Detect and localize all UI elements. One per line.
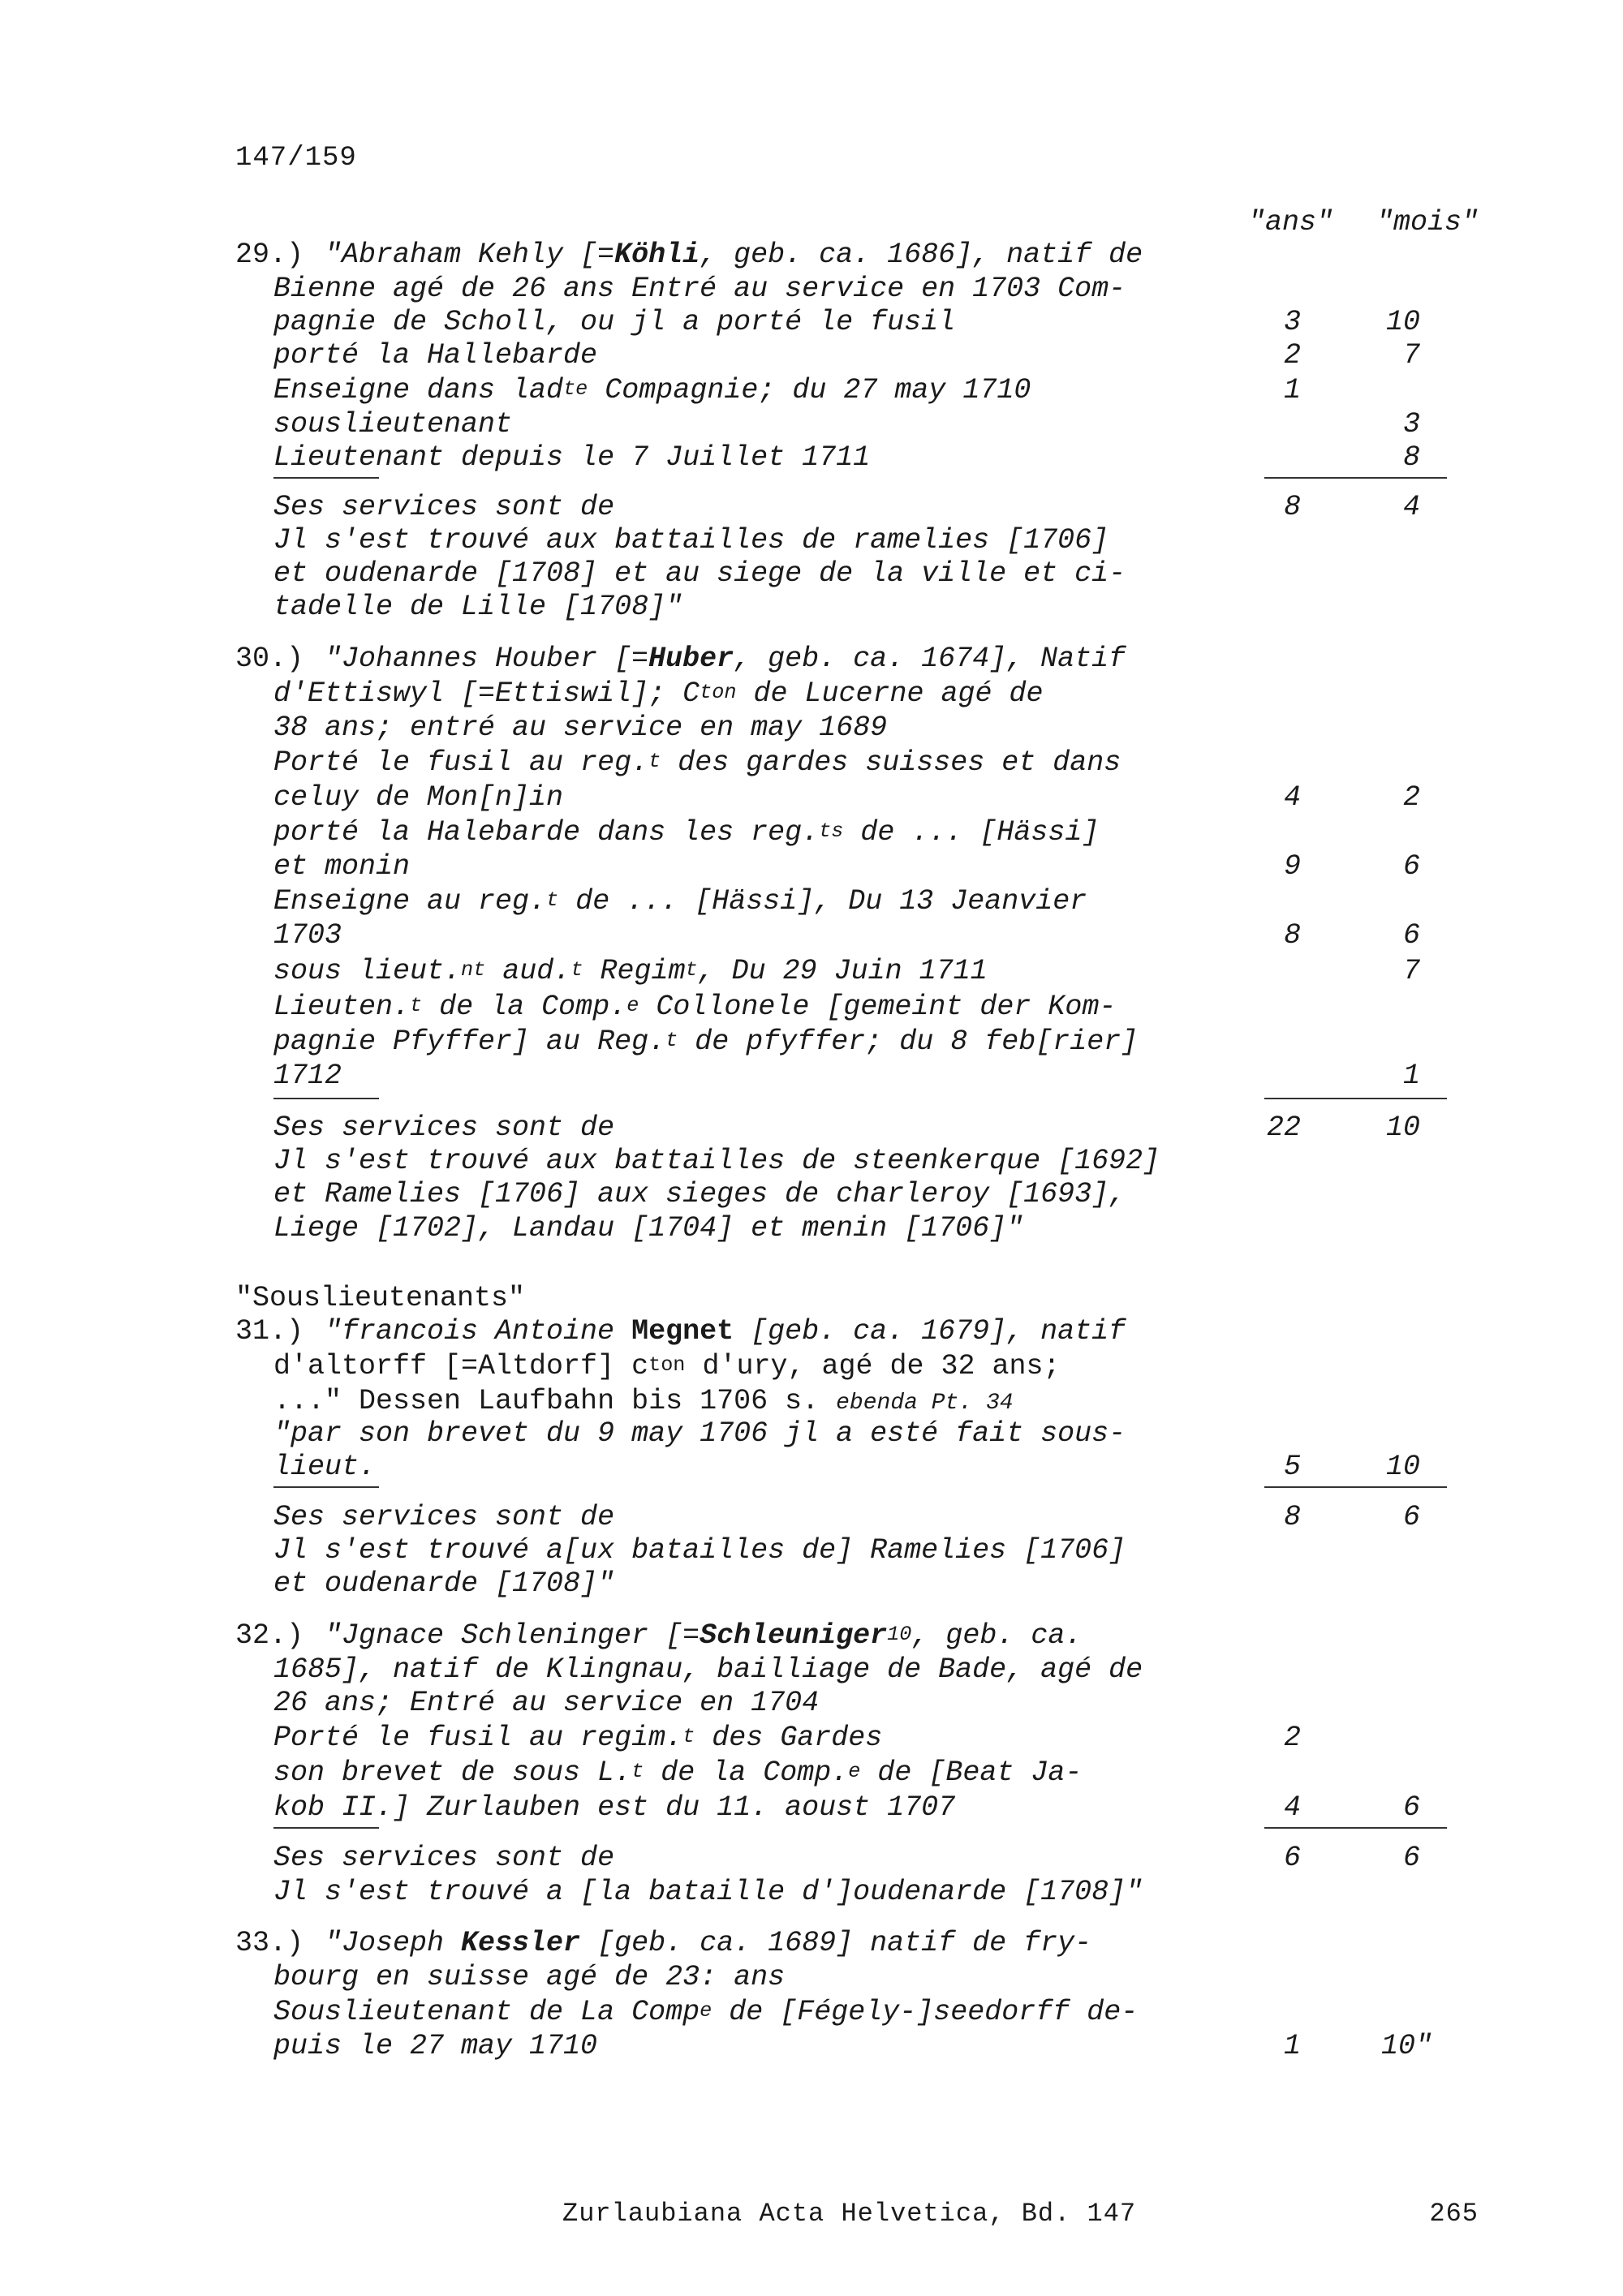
entry-line: Lieuten.$^t$ de la Comp.$^e$ Collonele [gemeint der Kom-: [273, 991, 1117, 1023]
entry-number: 29.): [235, 239, 304, 271]
value-ans: 4: [1283, 1791, 1301, 1824]
value-mois: 10": [1380, 2030, 1432, 2062]
divider-sum: [1264, 477, 1447, 479]
entry-line: Lieutenant depuis le 7 Juillet 1711 8: [273, 441, 1420, 474]
entry-line: 33.) "Joseph Kessler [geb. ca. 1689] natif de fry-: [235, 1927, 1092, 1959]
value-mois: 2: [1402, 781, 1420, 814]
value-ans: 2: [1283, 339, 1301, 372]
entry-line: Jl s'est trouvé a [la bataille d']oudenarde [1708]": [273, 1876, 1143, 1908]
entry-line: 31.) "francois Antoine Megnet [geb. ca. 1679], natif: [235, 1315, 1126, 1348]
total-mois: 6: [1402, 1501, 1420, 1533]
col-header-ans: "ans": [1247, 206, 1333, 239]
total-mois: 4: [1402, 491, 1420, 523]
total-ans: 22: [1266, 1111, 1301, 1144]
entry-line: kob II.] Zurlauben est du 11. aoust 1707 4 6: [273, 1791, 1420, 1824]
entry-line: Porté le fusil au regim.$^t$ des Gardes 2: [273, 1722, 1301, 1754]
service-total: Ses services sont de 6 6: [273, 1842, 1420, 1874]
value-ans: 9: [1283, 850, 1301, 883]
entry-line: souslieutenant 3: [273, 408, 1420, 441]
entry-line: puis le 27 may 1710 1 10": [273, 2030, 1432, 2062]
person-name: Huber: [648, 643, 734, 675]
entry-line: porté la Halebarde dans les reg.$^{ts}$ de ... [Hässi]: [273, 816, 1100, 849]
entry-line: et oudenarde [1708] et au siege de la ville et ci-: [273, 557, 1126, 590]
value-ans: 1: [1283, 374, 1301, 406]
page-number: 265: [1429, 2199, 1479, 2229]
col-header-mois: "mois": [1375, 206, 1479, 239]
entry-line: 26 ans; Entré au service en 1704: [273, 1687, 820, 1719]
person-name: Schleuniger: [700, 1619, 888, 1652]
entry-line: Jl s'est trouvé aux battailles de ramelies [1706]: [273, 524, 1109, 557]
entry-line: ..." Dessen Laufbahn bis 1706 s. ebenda Pt. 34: [273, 1385, 1014, 1417]
person-name: Köhli: [614, 239, 700, 271]
value-mois: 7: [1402, 955, 1420, 987]
entry-number: 33.): [235, 1927, 304, 1959]
divider-left: [273, 1486, 379, 1488]
value-mois: 10: [1385, 306, 1420, 338]
person-name: Kessler: [461, 1927, 581, 1959]
entry-line: Enseigne au reg.$^t$ de ... [Hässi], Du 13 Jeanvier: [273, 885, 1087, 918]
divider-sum: [1264, 1827, 1447, 1829]
page-reference: 147/159: [235, 143, 357, 174]
section-title: "Souslieutenants": [235, 1282, 526, 1314]
value-ans: 3: [1283, 306, 1301, 338]
divider-left: [273, 1098, 379, 1099]
entry-line: 1685], natif de Klingnau, bailliage de Bade, agé de: [273, 1653, 1143, 1686]
entry-line: pagnie de Scholl, ou jl a porté le fusil 3 10: [273, 306, 1420, 338]
value-mois: 7: [1402, 339, 1420, 372]
value-ans: 4: [1283, 781, 1301, 814]
total-ans: 8: [1283, 491, 1301, 523]
entry-line: Jl s'est trouvé a[ux batailles de] Ramelies [1706]: [273, 1534, 1126, 1567]
column-headers: [0, 205, 1623, 239]
total-mois: 6: [1402, 1842, 1420, 1874]
service-total: Ses services sont de 8 6: [273, 1501, 1420, 1533]
footer-title: Zurlaubiana Acta Helvetica, Bd. 147: [562, 2199, 1137, 2229]
entry-line: porté la Hallebarde 2 7: [273, 339, 1420, 372]
value-mois: 8: [1402, 441, 1420, 474]
divider-left: [273, 1827, 379, 1829]
entry-line: son brevet de sous L.$^t$ de la Comp.$^e$ de [Beat Ja-: [273, 1756, 1083, 1789]
entry-line: et Ramelies [1706] aux sieges de charleroy [1693],: [273, 1178, 1126, 1210]
entry-line: Enseigne dans lad$^{te}$ Compagnie; du 27 may 1710 1: [273, 374, 1301, 406]
entry-number: 31.): [235, 1315, 304, 1348]
value-ans: 2: [1283, 1722, 1301, 1754]
entry-line: pagnie Pfyffer] au Reg.$^t$ de pfyffer; du 8 feb[rier]: [273, 1025, 1139, 1058]
entry-line: et oudenarde [1708]": [273, 1567, 615, 1600]
service-total: Ses services sont de 8 4: [273, 491, 1420, 523]
value-mois: 6: [1402, 1791, 1420, 1824]
value-mois: 6: [1402, 850, 1420, 883]
entry-line: d'Ettiswyl [=Ettiswil]; $C^{ton}$ de Lucerne agé de: [273, 677, 1044, 710]
entry-line: 32.) "Jgnace Schleninger [=Schleuniger$^{10}$, geb. ca.: [235, 1619, 1083, 1652]
entry-line: et monin 9 6: [273, 850, 1420, 883]
entry-line: Souslieutenant de La Comp$^e$ de [Fégely-]seedorff de-: [273, 1996, 1139, 2028]
entry-line: "par son brevet du 9 may 1706 jl a esté fait sous-: [273, 1417, 1126, 1450]
value-ans: 8: [1283, 919, 1301, 952]
entry-line: celuy de Mon[n]in 4 2: [273, 781, 1420, 814]
total-mois: 10: [1385, 1111, 1420, 1144]
service-total: Ses services sont de 22 10: [273, 1111, 1420, 1144]
entry-line: 1703 8 6: [273, 919, 1420, 952]
divider-left: [273, 477, 379, 479]
divider-sum: [1264, 1098, 1447, 1099]
entry-line: Liege [1702], Landau [1704] et menin [1706]": [273, 1212, 1024, 1245]
entry-line: lieut. 5 10: [273, 1451, 1420, 1483]
entry-line: sous lieut.$^{nt}$ aud.$^t$ Regim$^t$, Du 29 Juin 1711 7: [273, 955, 1420, 987]
entry-line: Jl s'est trouvé aux battailles de steenkerque [1692]: [273, 1145, 1160, 1177]
total-ans: 8: [1283, 1501, 1301, 1533]
person-name: Megnet: [631, 1315, 734, 1348]
entry-line: tadelle de Lille [1708]": [273, 591, 683, 623]
value-mois: 10: [1385, 1451, 1420, 1483]
entry-line: Porté le fusil au reg.$^t$ des gardes suisses et dans: [273, 746, 1121, 779]
value-mois: 6: [1402, 919, 1420, 952]
entry-line: Bienne agé de 26 ans Entré au service en 1703 Com-: [273, 273, 1126, 305]
entry-line: 1712 1: [273, 1060, 1420, 1092]
value-mois: 1: [1402, 1060, 1420, 1092]
divider-sum: [1264, 1486, 1447, 1488]
entry-line: 30.) "Johannes Houber [=Huber, geb. ca. 1674], Natif: [235, 643, 1126, 675]
value-mois: 3: [1402, 408, 1420, 441]
entry-number: 32.): [235, 1619, 304, 1652]
value-ans: 5: [1283, 1451, 1301, 1483]
entry-number: 30.): [235, 643, 304, 675]
entry-line: 38 ans; entré au service en may 1689: [273, 712, 888, 744]
total-ans: 6: [1283, 1842, 1301, 1874]
cross-reference: ebenda Pt. 34: [836, 1391, 1014, 1416]
entry-line: 29.) "Abraham Kehly [=Köhli, geb. ca. 1686], natif de: [235, 239, 1143, 271]
entry-line: bourg en suisse agé de 23: ans: [273, 1961, 786, 1993]
entry-line: d'altorff [=Altdorf] $c^{ton}$ d'ury, agé de 32 ans;: [273, 1350, 1061, 1382]
footnote-marker: 10: [887, 1623, 912, 1646]
value-ans: 1: [1283, 2030, 1301, 2062]
